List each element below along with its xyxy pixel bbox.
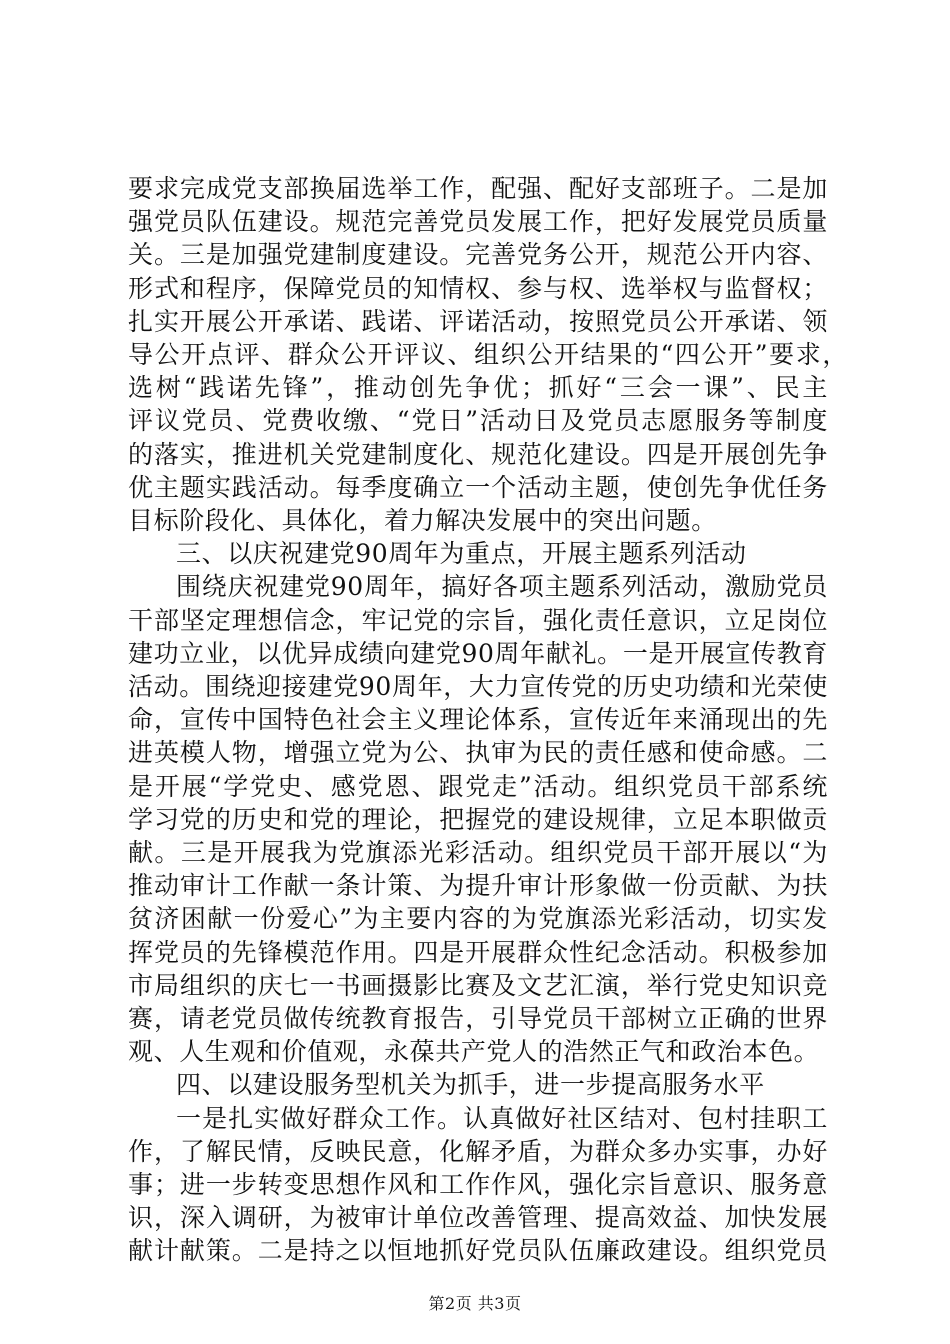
page-footer: 第2页 共3页 xyxy=(428,1294,522,1313)
body-text-line: 导公开点评、群众公开评议、组织公开结果的“四公开”要求， xyxy=(128,340,848,369)
body-text-line: 观、人生观和价值观，永葆共产党人的浩然正气和政治本色。 xyxy=(128,1037,820,1067)
body-text-line: 活动。围绕迎接建党90周年，大力宣传党的历史功绩和光荣使 xyxy=(128,672,828,701)
body-text-line: 推动审计工作献一条计策、为提升审计形象做一份贡献、为扶 xyxy=(128,871,828,901)
body-text-line: 赛，请老党员做传统教育报告，引导党员干部树立正确的世界 xyxy=(128,1004,828,1033)
body-text-line: 要求完成党支部换届选举工作，配强、配好支部班子。二是加 xyxy=(128,174,828,203)
body-text-line: 目标阶段化、具体化，着力解决发展中的突出问题。 xyxy=(128,506,717,535)
body-text-line: 献计献策。二是持之以恒地抓好党员队伍廉政建设。组织党员 xyxy=(128,1236,828,1266)
body-text-line: 扎实开展公开承诺、践诺、评诺活动，按照党员公开承诺、领 xyxy=(128,306,828,336)
body-text-line: 命，宣传中国特色社会主义理论体系，宣传近年来涌现出的先 xyxy=(128,705,828,735)
body-text-line: 事；进一步转变思想作风和工作作风，强化宗旨意识、服务意 xyxy=(128,1170,828,1199)
body-text-line: 贫济困献一份爱心”为主要内容的为党旗添光彩活动，切实发 xyxy=(128,904,828,934)
body-text-line: 关。三是加强党建制度建设。完善党务公开，规范公开内容、 xyxy=(128,240,828,270)
body-text-line: 选树“践诺先锋”，推动创先争优；抓好“三会一课”、民主 xyxy=(128,373,828,403)
section-heading-4: 四、以建设服务型机关为抓手，进一步提高服务水平 xyxy=(176,1070,765,1100)
body-text-line: 建功立业，以优异成绩向建党90周年献礼。一是开展宣传教育 xyxy=(128,638,828,668)
body-text-line: 献。三是开展我为党旗添光彩活动。组织党员干部开展以“为 xyxy=(128,838,828,867)
body-text-line: 评议党员、党费收缴、“党日”活动日及党员志愿服务等制度 xyxy=(128,406,828,436)
body-text-line: 干部坚定理想信念，牢记党的宗旨，强化责任意识，立足岗位 xyxy=(128,605,828,635)
body-text-line: 的落实，推进机关党建制度化、规范化建设。四是开展创先争 xyxy=(128,439,828,469)
body-text-line: 强党员队伍建设。规范完善党员发展工作，把好发展党员质量 xyxy=(128,207,828,237)
body-text-line: 优主题实践活动。每季度确立一个活动主题，使创先争优任务 xyxy=(128,472,828,502)
body-text-line: 学习党的历史和党的理论，把握党的建设规律，立足本职做贡 xyxy=(128,804,828,834)
body-text-line: 进英模人物，增强立党为公、执审为民的责任感和使命感。二 xyxy=(128,738,828,768)
body-text-line: 是开展“学党史、感党恩、跟党走”活动。组织党员干部系统 xyxy=(128,771,828,801)
body-text-line: 形式和程序，保障党员的知情权、参与权、选举权与监督权； xyxy=(128,273,828,303)
body-text-line: 作，了解民情，反映民意，化解矛盾，为群众多办实事，办好 xyxy=(128,1136,828,1166)
paragraph-first-line: 一是扎实做好群众工作。认真做好社区结对、包村挂职工 xyxy=(176,1103,828,1133)
body-text-line: 挥党员的先锋模范作用。四是开展群众性纪念活动。积极参加 xyxy=(128,937,828,967)
paragraph-first-line: 围绕庆祝建党90周年，搞好各项主题系列活动，激励党员 xyxy=(176,572,828,602)
body-text-line: 识，深入调研，为被审计单位改善管理、提高效益、加快发展 xyxy=(128,1203,828,1233)
section-heading-3: 三、以庆祝建党90周年为重点，开展主题系列活动 xyxy=(176,539,747,569)
body-text-line: 市局组织的庆七一书画摄影比赛及文艺汇演，举行党史知识竞 xyxy=(128,970,828,1000)
